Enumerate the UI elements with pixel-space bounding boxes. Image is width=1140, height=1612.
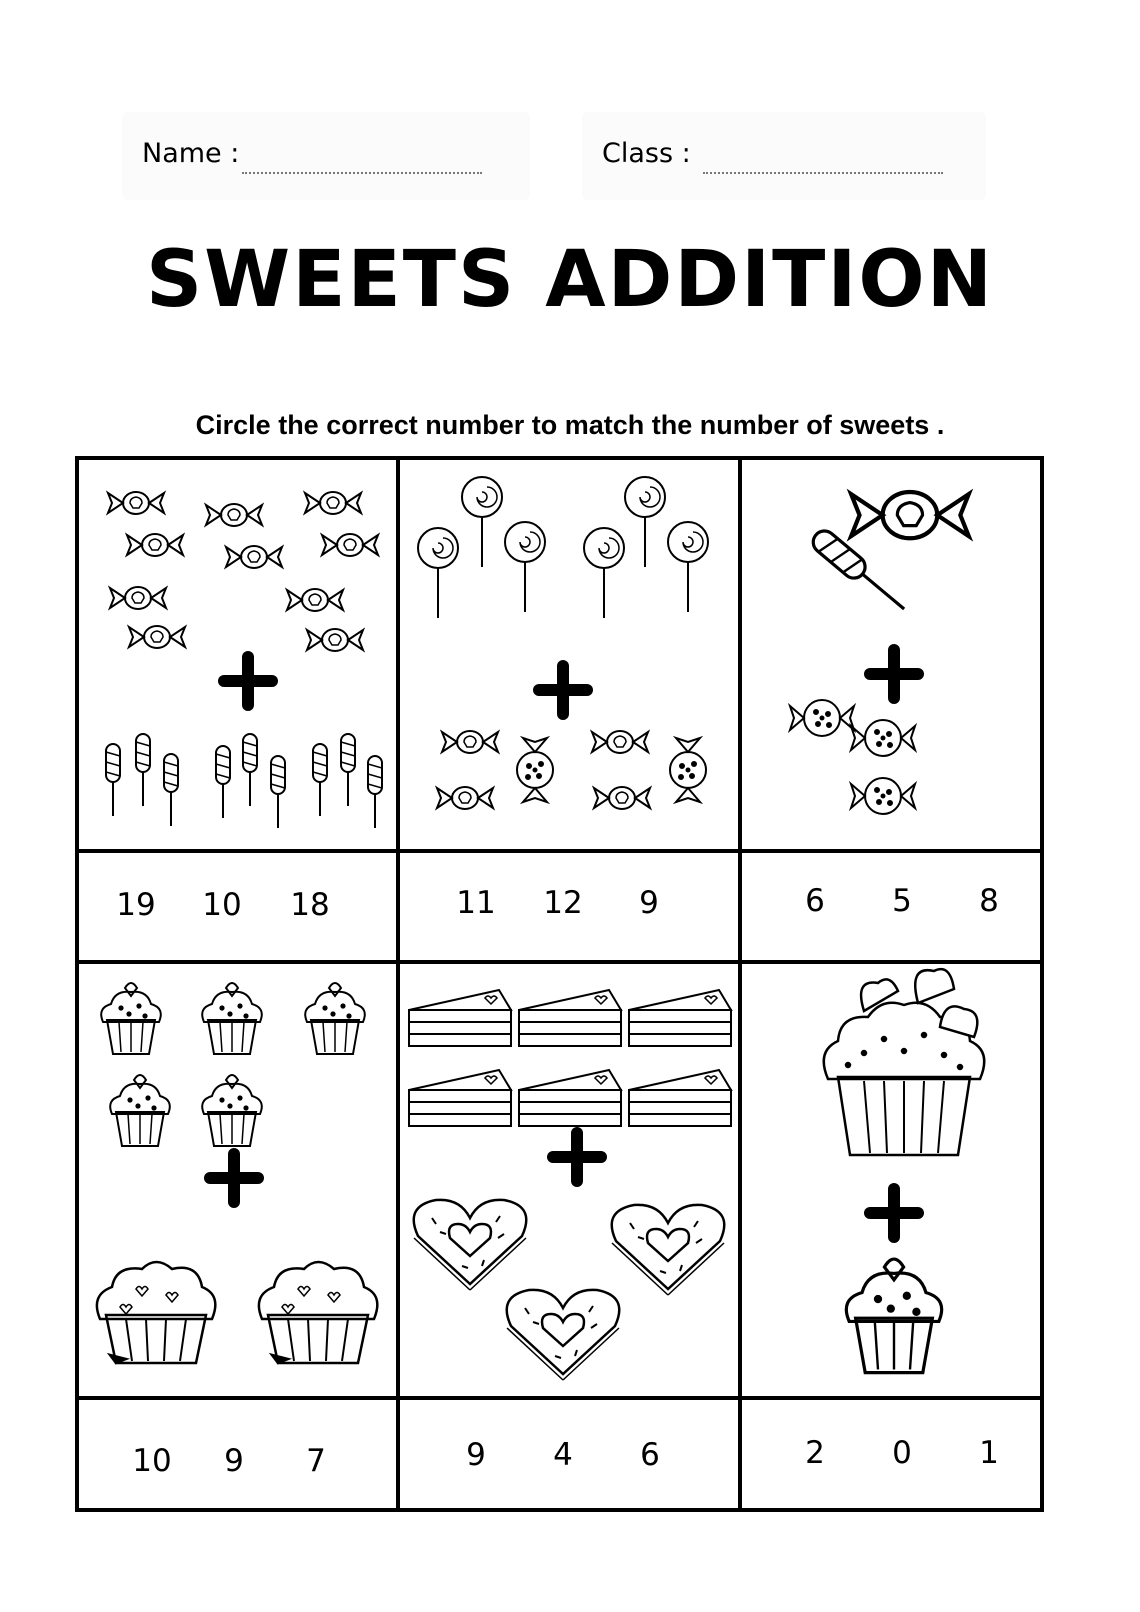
dotted-candy-icon bbox=[670, 738, 706, 802]
dotted-candy-icon bbox=[517, 738, 553, 802]
problem-3-pictures bbox=[790, 492, 969, 814]
wrapped-candy-icon bbox=[305, 492, 361, 514]
dotted-candy-icon bbox=[851, 720, 915, 756]
cake-slice-icon bbox=[519, 990, 621, 1046]
plus-icon bbox=[547, 1127, 607, 1187]
twisted-lollipop-icon bbox=[106, 744, 120, 816]
twisted-lollipop-icon bbox=[216, 746, 230, 818]
answer-option[interactable]: 6 bbox=[640, 1437, 660, 1473]
swirl-lollipop-icon bbox=[418, 528, 458, 618]
problem-1-pictures bbox=[106, 492, 382, 828]
wrapped-candy-icon bbox=[127, 534, 183, 556]
class-label: Class : bbox=[602, 138, 691, 169]
wrapped-candy-icon bbox=[594, 787, 650, 809]
answer-option[interactable]: 10 bbox=[202, 887, 242, 923]
plus-icon bbox=[218, 651, 278, 711]
answer-option[interactable]: 11 bbox=[456, 885, 496, 921]
problem-5-pictures bbox=[409, 990, 731, 1380]
heart-donut-icon bbox=[612, 1205, 725, 1295]
answer-option[interactable]: 6 bbox=[805, 883, 825, 919]
cupcake-icon bbox=[101, 983, 161, 1054]
problem-2-pictures bbox=[418, 477, 708, 809]
problem-6-pictures bbox=[824, 969, 984, 1373]
heart-donut-icon bbox=[414, 1200, 527, 1290]
answer-option[interactable]: 12 bbox=[543, 885, 583, 921]
wrapped-candy-icon bbox=[809, 526, 912, 617]
swirl-lollipop-icon bbox=[505, 522, 545, 612]
wrapped-candy-icon bbox=[322, 534, 378, 556]
cupcake-icon bbox=[202, 983, 262, 1054]
cake-slice-icon bbox=[519, 1070, 621, 1126]
cake-slice-icon bbox=[409, 990, 511, 1046]
twisted-lollipop-icon bbox=[243, 734, 257, 806]
cupcake-icon bbox=[305, 983, 365, 1054]
wrapped-candy-icon bbox=[226, 546, 282, 568]
twisted-lollipop-icon bbox=[136, 734, 150, 806]
wrapped-candy-icon bbox=[851, 492, 969, 538]
swirl-lollipop-icon bbox=[668, 522, 708, 612]
answer-option[interactable]: 9 bbox=[639, 885, 659, 921]
twisted-lollipop-icon bbox=[164, 754, 178, 826]
answer-option[interactable]: 5 bbox=[892, 883, 912, 919]
answer-option[interactable]: 9 bbox=[224, 1443, 244, 1479]
wrapped-candy-icon bbox=[437, 787, 493, 809]
grid-lines bbox=[77, 456, 1042, 1512]
answer-option[interactable]: 10 bbox=[132, 1443, 172, 1479]
heart-donut-icon bbox=[507, 1290, 620, 1380]
muffin-icon bbox=[97, 1262, 215, 1363]
swirl-lollipop-icon bbox=[584, 528, 624, 618]
answer-option[interactable]: 0 bbox=[892, 1435, 912, 1471]
cupcake-icon bbox=[202, 1075, 262, 1146]
big-cupcake-icon bbox=[824, 969, 984, 1155]
answer-option[interactable]: 2 bbox=[805, 1435, 825, 1471]
wrapped-candy-icon bbox=[287, 589, 343, 611]
cake-slice-icon bbox=[629, 990, 731, 1046]
cake-slice-icon bbox=[409, 1070, 511, 1126]
wrapped-candy-icon bbox=[110, 587, 166, 609]
cupcake-icon bbox=[846, 1259, 941, 1373]
plus-icon bbox=[204, 1148, 264, 1208]
page-title: SWEETS ADDITION bbox=[145, 235, 994, 325]
answer-option[interactable]: 1 bbox=[979, 1435, 999, 1471]
twisted-lollipop-icon bbox=[341, 734, 355, 806]
dotted-candy-icon bbox=[790, 700, 854, 736]
plus-icon bbox=[533, 660, 593, 720]
wrapped-candy-icon bbox=[206, 504, 262, 526]
answer-option[interactable]: 7 bbox=[306, 1443, 326, 1479]
wrapped-candy-icon bbox=[129, 626, 185, 648]
swirl-lollipop-icon bbox=[462, 477, 502, 567]
muffin-icon bbox=[259, 1262, 377, 1363]
answer-option[interactable]: 18 bbox=[290, 887, 330, 923]
answer-option[interactable]: 4 bbox=[553, 1437, 573, 1473]
name-label: Name : bbox=[142, 138, 240, 169]
problem-4-pictures bbox=[97, 983, 377, 1363]
instruction-text: Circle the correct number to match the number of sweets . bbox=[195, 410, 945, 440]
wrapped-candy-icon bbox=[592, 731, 648, 753]
answer-option[interactable]: 19 bbox=[116, 887, 156, 923]
twisted-lollipop-icon bbox=[271, 756, 285, 828]
plus-icon bbox=[864, 1183, 924, 1243]
twisted-lollipop-icon bbox=[368, 756, 382, 828]
wrapped-candy-icon bbox=[307, 629, 363, 651]
twisted-lollipop-icon bbox=[313, 744, 327, 816]
swirl-lollipop-icon bbox=[625, 477, 665, 567]
wrapped-candy-icon bbox=[442, 731, 498, 753]
answer-option[interactable]: 9 bbox=[466, 1437, 486, 1473]
cupcake-icon bbox=[110, 1075, 170, 1146]
plus-icon bbox=[864, 644, 924, 704]
wrapped-candy-icon bbox=[108, 492, 164, 514]
cake-slice-icon bbox=[629, 1070, 731, 1126]
dotted-candy-icon bbox=[851, 778, 915, 814]
answer-option[interactable]: 8 bbox=[979, 883, 999, 919]
